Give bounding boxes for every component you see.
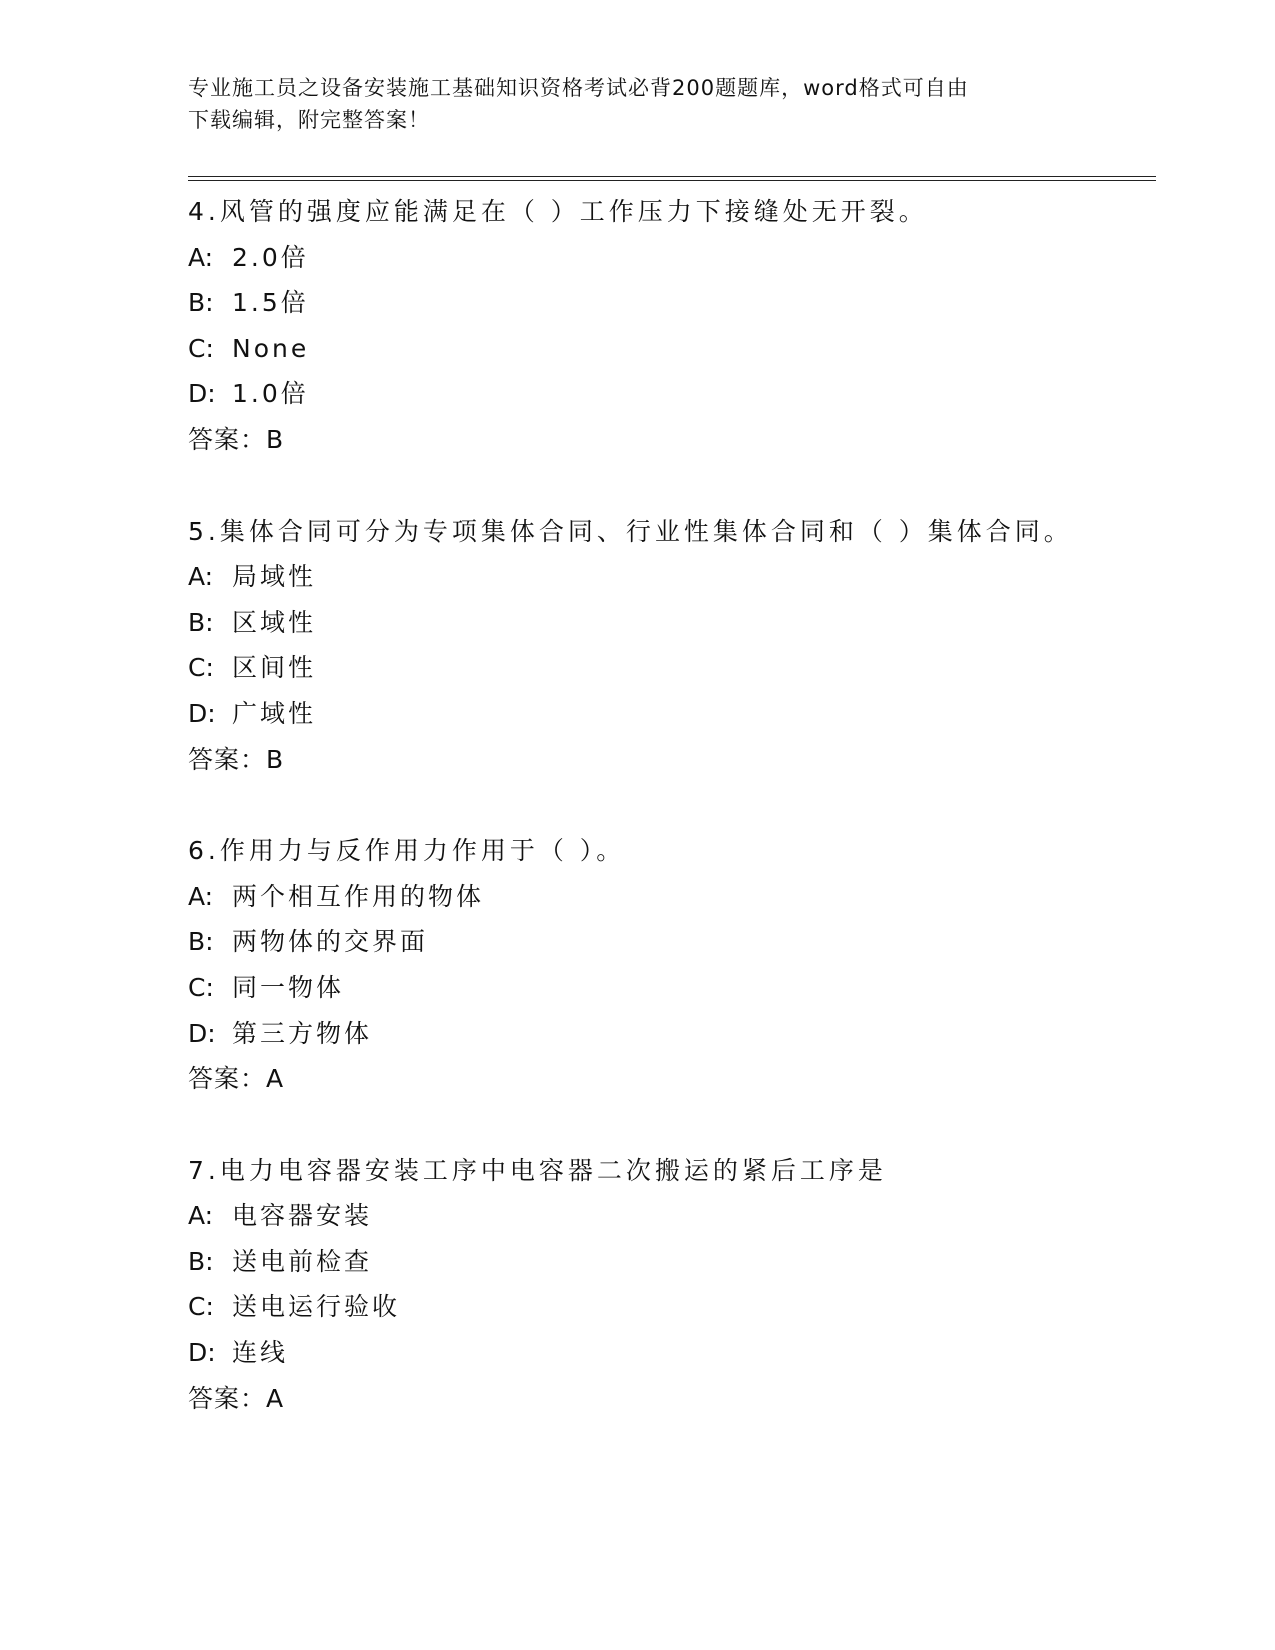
option-letter: D: bbox=[188, 379, 216, 409]
option-b bbox=[188, 600, 1156, 646]
option-letter: A: bbox=[188, 881, 214, 911]
option-a bbox=[188, 874, 1156, 920]
option-text: 同一物体 bbox=[232, 972, 345, 1002]
option-letter: D: bbox=[188, 1018, 216, 1048]
option-a bbox=[188, 554, 1156, 600]
option-c bbox=[188, 1284, 1156, 1330]
header-line-2: 下载编辑，附完整答案！ bbox=[188, 108, 430, 132]
answer-label: 答案：B bbox=[188, 424, 285, 454]
option-text: 区域性 bbox=[232, 607, 317, 637]
option-letter: D: bbox=[188, 698, 216, 728]
option-text: 1.5倍 bbox=[232, 288, 309, 318]
answer-label: 答案：B bbox=[188, 744, 285, 774]
question-7 bbox=[188, 1148, 1156, 1422]
option-text: 两物体的交界面 bbox=[232, 927, 429, 957]
option-text: 送电前检查 bbox=[232, 1246, 373, 1276]
option-text: 两个相互作用的物体 bbox=[232, 881, 485, 911]
option-d bbox=[188, 371, 1156, 417]
question-stem: 5.集体合同可分为专项集体合同、行业性集体合同和（ ）集体合同。 bbox=[188, 516, 1073, 546]
option-letter: C: bbox=[188, 333, 214, 363]
option-letter: B: bbox=[188, 927, 214, 957]
option-letter: C: bbox=[188, 653, 214, 683]
option-d bbox=[188, 1011, 1156, 1057]
answer-label: 答案：A bbox=[188, 1064, 285, 1094]
option-d bbox=[188, 1330, 1156, 1376]
option-text: 第三方物体 bbox=[232, 1018, 373, 1048]
question-6 bbox=[188, 828, 1156, 1102]
option-letter: C: bbox=[188, 1292, 214, 1322]
document-header bbox=[188, 72, 1068, 136]
option-letter: B: bbox=[188, 288, 214, 318]
option-c bbox=[188, 645, 1156, 691]
question-stem: 7.电力电容器安装工序中电容器二次搬运的紧后工序是 bbox=[188, 1155, 887, 1185]
option-b bbox=[188, 280, 1156, 326]
option-text: None bbox=[232, 333, 310, 363]
option-c bbox=[188, 965, 1156, 1011]
option-text: 送电运行验收 bbox=[232, 1292, 401, 1322]
option-text: 1.0倍 bbox=[232, 379, 309, 409]
header-divider bbox=[188, 176, 1156, 181]
option-c bbox=[188, 326, 1156, 372]
option-letter: B: bbox=[188, 607, 214, 637]
question-stem: 6.作用力与反作用力作用于（ ）。 bbox=[188, 836, 626, 866]
option-text: 广域性 bbox=[232, 698, 317, 728]
option-letter: B: bbox=[188, 1246, 214, 1276]
question-list bbox=[188, 189, 1156, 1467]
header-line-1: 专业施工员之设备安装施工基础知识资格考试必背200题题库，word格式可自由 bbox=[188, 76, 969, 100]
option-d bbox=[188, 691, 1156, 737]
option-text: 2.0倍 bbox=[232, 242, 309, 272]
option-b bbox=[188, 919, 1156, 965]
option-text: 电容器安装 bbox=[232, 1201, 373, 1231]
question-5 bbox=[188, 509, 1156, 783]
option-letter: A: bbox=[188, 562, 214, 592]
answer-label: 答案：A bbox=[188, 1383, 285, 1413]
option-b bbox=[188, 1239, 1156, 1285]
question-stem: 4.风管的强度应能满足在（ ）工作压力下接缝处无开裂。 bbox=[188, 197, 928, 226]
option-letter: D: bbox=[188, 1338, 216, 1368]
option-text: 区间性 bbox=[232, 653, 317, 683]
option-text: 连线 bbox=[232, 1338, 289, 1368]
option-a bbox=[188, 235, 1156, 281]
question-4 bbox=[188, 189, 1156, 463]
option-a bbox=[188, 1193, 1156, 1239]
option-letter: A: bbox=[188, 1201, 214, 1231]
option-letter: A: bbox=[188, 242, 214, 272]
option-text: 局域性 bbox=[232, 562, 317, 592]
option-letter: C: bbox=[188, 972, 214, 1002]
